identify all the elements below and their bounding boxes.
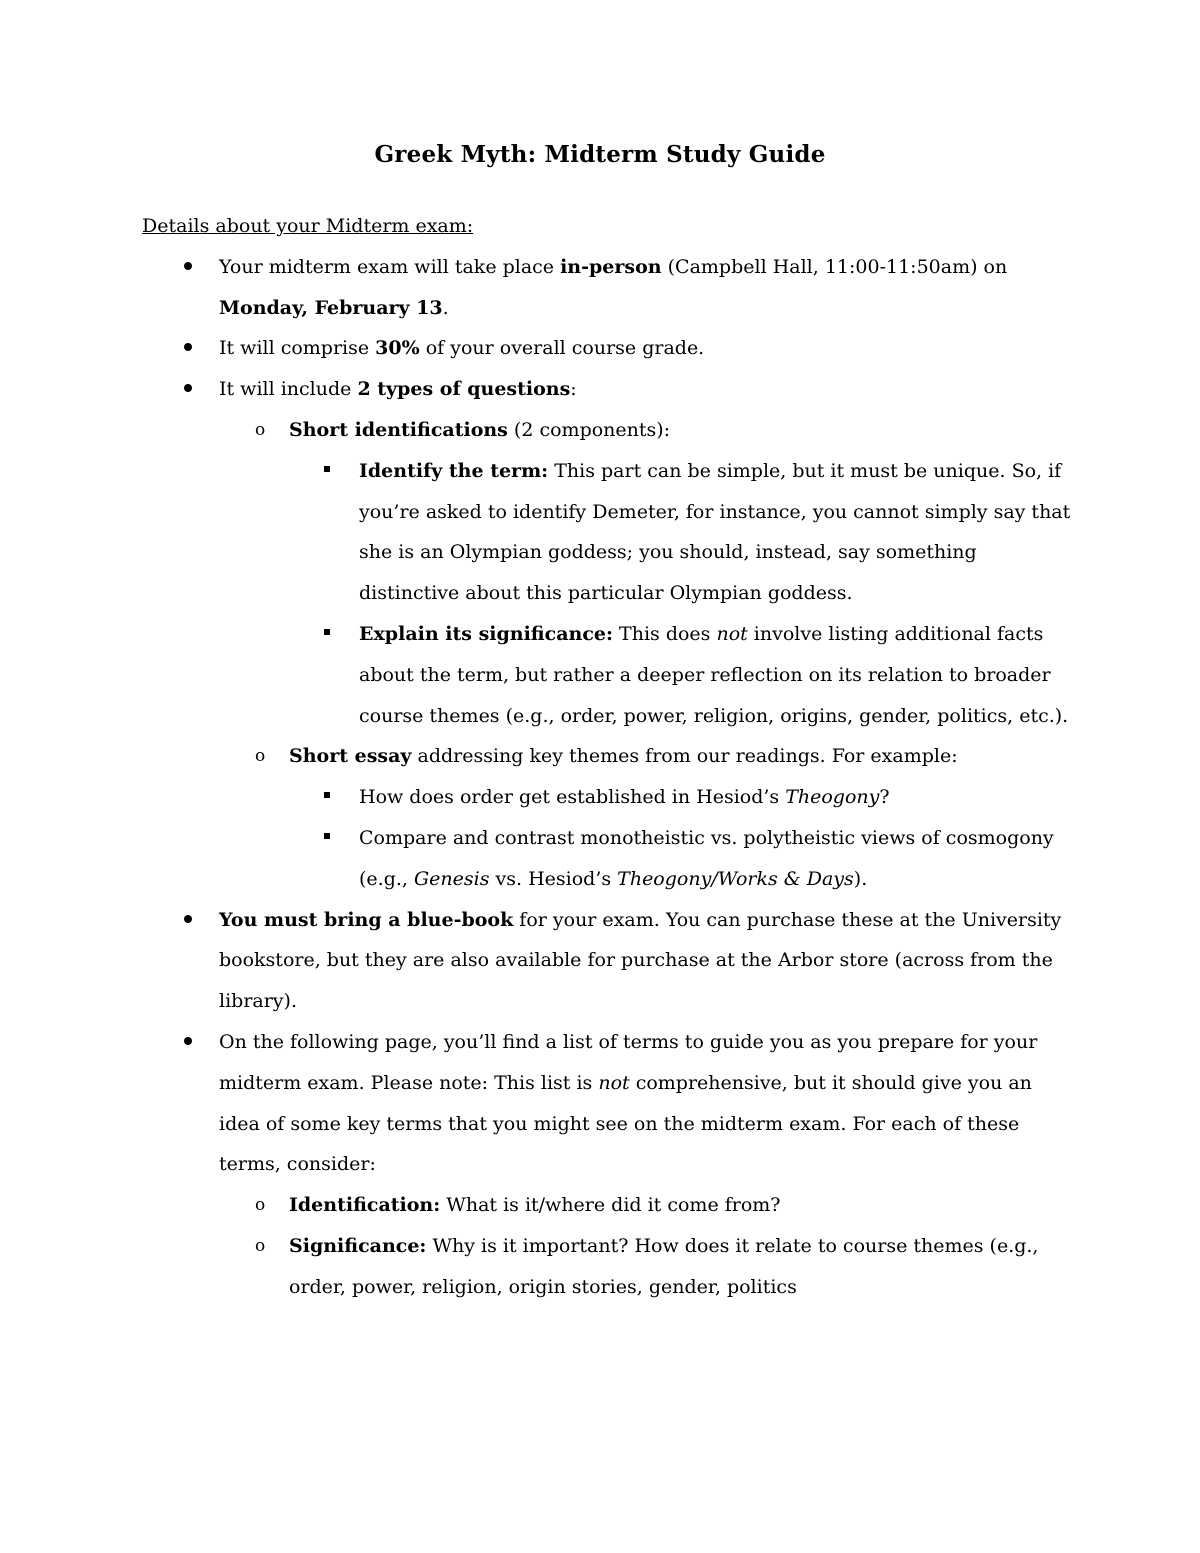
bullet-icon — [184, 343, 192, 351]
list-item: o Identification: What is it/where did it come from? — [219, 1185, 1072, 1226]
section-heading: Details about your Midterm exam: — [142, 215, 474, 237]
list-item: It will include 2 types of questions: o Short identifications (2 components): Identify the term: This part can be simple, but it must be unique. So, if you’re asked to identify Demeter, for instance, you cannot simply say that she is an Olympian goddess; you should, instead, say something distinctive about this particular Olympian goddess. Explain its significance: This does not involve listing additional facts about the term, but rather a deeper reflection on its relation to broader course themes (e.g., order, power, religion, origins, gender, politics, etc.). o Short essay addressing key themes from our readings. For example: How does order get established in Hesiod’s Theogony? Compare and contrast monotheistic vs. polytheistic views of cosmogony (e.g., Genesis vs. Hesiod’s Theogony/Works & Days). — [142, 369, 1072, 899]
sub-sub-list — [289, 451, 1072, 737]
bullet-icon — [184, 384, 192, 392]
bullet-icon — [184, 1037, 192, 1045]
sub-list — [219, 1185, 1072, 1307]
list-item: Compare and contrast monotheistic vs. polytheistic views of cosmogony (e.g., Genesis vs. Hesiod’s Theogony/Works & Days). — [289, 818, 1072, 900]
square-bullet-icon — [324, 792, 330, 798]
square-bullet-icon — [324, 833, 330, 839]
list-item: o Short essay addressing key themes from our readings. For example: How does order get established in Hesiod’s Theogony? Compare and contrast monotheistic vs. polytheistic views of cosmogony (e.g., Genesis vs. Hesiod’s Theogony/Works & Days). — [219, 736, 1072, 899]
page-title: Greek Myth: Midterm Study Guide — [374, 141, 826, 168]
list-item: Your midterm exam will take place in-person (Campbell Hall, 11:00-11:50am) on Monday, February 13. — [142, 247, 1072, 329]
circle-bullet-icon: o — [255, 1235, 266, 1256]
circle-bullet-icon: o — [255, 419, 266, 440]
document-body — [142, 206, 1072, 1308]
sub-sub-list — [289, 777, 1072, 899]
bullet-icon — [184, 915, 192, 923]
list-item: How does order get established in Hesiod’s Theogony? — [289, 777, 1072, 818]
list-item: It will comprise 30% of your overall course grade. — [142, 328, 1072, 369]
list-item: Identify the term: This part can be simple, but it must be unique. So, if you’re asked to identify Demeter, for instance, you cannot simply say that she is an Olympian goddess; you should, instead, say something distinctive about this particular Olympian goddess. — [289, 451, 1072, 614]
bullet-icon — [184, 262, 192, 270]
sub-list — [219, 410, 1072, 900]
list-item: You must bring a blue-book for your exam. You can purchase these at the University bookstore, but they are also available for purchase at the Arbor store (across from the library). — [142, 900, 1072, 1022]
circle-bullet-icon: o — [255, 746, 266, 767]
square-bullet-icon — [324, 629, 330, 635]
list-item: o Significance: Why is it important? How does it relate to course themes (e.g., order, power, religion, origin stories, gender, politics — [219, 1226, 1072, 1308]
main-bullet-list — [142, 247, 1072, 1308]
list-item: On the following page, you’ll find a list of terms to guide you as you prepare for your midterm exam. Please note: This list is not comprehensive, but it should give you an idea of some key terms that you might see on the midterm exam. For each of these terms, consider: o Identification: What is it/where did it come from? o Significance: Why is it important? How does it relate to course themes (e.g., order, power, religion, origin stories, gender, politics — [142, 1022, 1072, 1308]
list-item: Explain its significance: This does not involve listing additional facts about the term, but rather a deeper reflection on its relation to broader course themes (e.g., order, power, religion, origins, gender, politics, etc.). — [289, 614, 1072, 736]
circle-bullet-icon: o — [255, 1195, 266, 1216]
square-bullet-icon — [324, 466, 330, 472]
list-item: o Short identifications (2 components): Identify the term: This part can be simple, but it must be unique. So, if you’re asked to identify Demeter, for instance, you cannot simply say that she is an Olympian goddess; you should, instead, say something distinctive about this particular Olympian goddess. Explain its significance: This does not involve listing additional facts about the term, but rather a deeper reflection on its relation to broader course themes (e.g., order, power, religion, origins, gender, politics, etc.). — [219, 410, 1072, 736]
